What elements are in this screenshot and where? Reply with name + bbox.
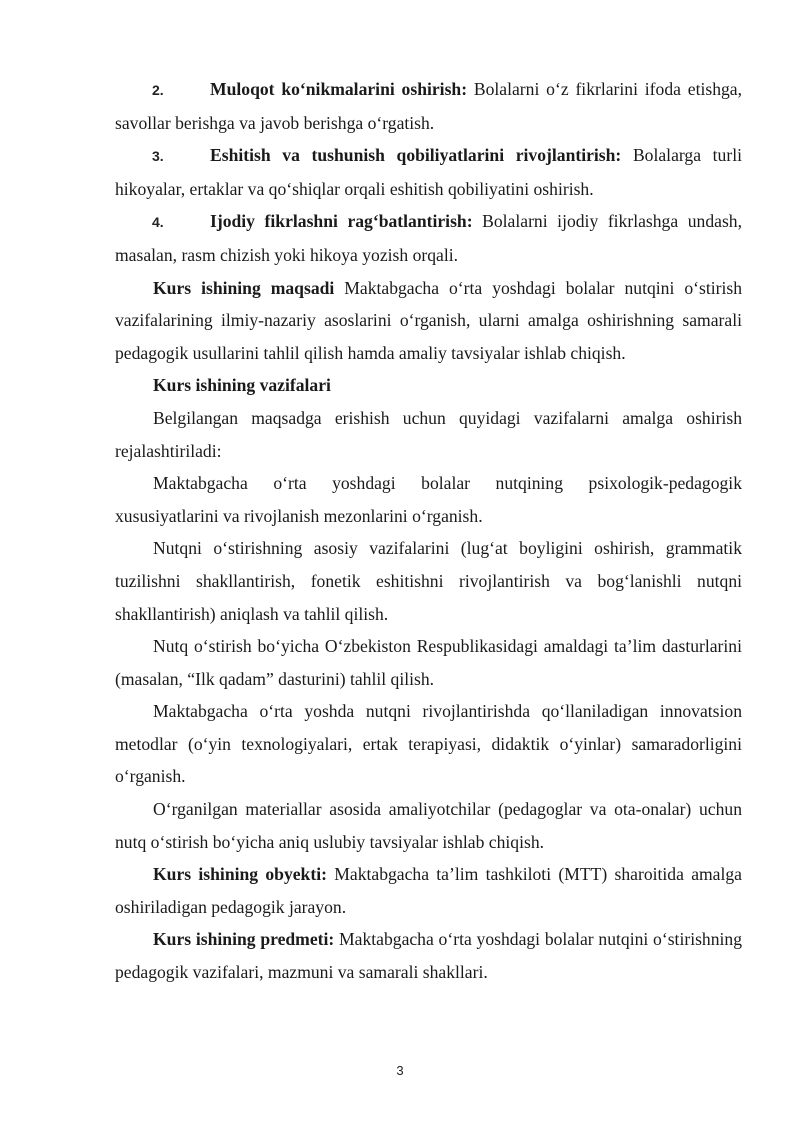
item-title: Muloqot ko‘nikmalarini oshirish: bbox=[210, 79, 468, 99]
goal-text: Maktabgacha o‘rta yoshdagi bolalar nutqini o‘stirish vazifalarining ilmiy-nazariy asoslarini o‘rganish, ularni amalga oshirishning samarali pedagogik usullarini tahlil qilish hamda amaliy tavsiyalar ishlab chiqish. bbox=[115, 277, 743, 363]
object-paragraph bbox=[115, 858, 742, 923]
item-title: Ijodiy fikrlashni rag‘batlantirish: bbox=[210, 211, 473, 232]
numbered-item-2 bbox=[115, 73, 742, 139]
item-text: Bolalarni ijodiy fikrlashga undash, masalan, rasm chizish yoki hikoya yozish orqali. bbox=[115, 211, 742, 265]
subject-title: Kurs ishining predmeti: bbox=[153, 929, 335, 950]
page-content bbox=[115, 73, 742, 989]
tasks-paragraph: Belgilangan maqsadga erishish uchun quyidagi vazifalarni amalga oshirish rejalashtiriladi: bbox=[115, 407, 742, 461]
item-number: 4. bbox=[152, 214, 164, 231]
item-text: Bolalarga turli hikoyalar, ertaklar va qo‘shiqlar orqali eshitish qobiliyatini oshirish. bbox=[115, 145, 742, 199]
item-text: Bolalarni o‘z fikrlarini ifoda etishga, savollar berishga va javob berishga o‘rgatish. bbox=[115, 79, 742, 133]
tasks-paragraph: Nutq o‘stirish bo‘yicha O‘zbekiston Respublikasidagi amaldagi ta’lim dasturlarini (masalan, “Ilk qadam” dasturini) tahlil qilish. bbox=[115, 636, 742, 689]
tasks-paragraph: Maktabgacha o‘rta yoshda nutqni rivojlantirishda qo‘llaniladigan innovatsion metodlar (o‘yin texnologiyalari, ertak terapiyasi, didaktik o‘yinlar) samaradorligini o‘rganish. bbox=[115, 701, 742, 787]
tasks-heading: Kurs ishining vazifalari bbox=[153, 375, 331, 396]
tasks-paragraph: Nutqni o‘stirishning asosiy vazifalarini (lug‘at boyligini oshirish, grammatik tuzilishni shakllantirish, fonetik eshitishni rivojlantirish va bog‘lanishli nutqni shakllantirish) aniqlash va tahlil qilish. bbox=[115, 538, 742, 624]
item-title: Eshitish va tushunish qobiliyatlarini rivojlantirish: bbox=[210, 145, 622, 166]
page-number: 3 bbox=[396, 1063, 404, 1078]
item-number: 3. bbox=[152, 148, 164, 165]
item-number: 2. bbox=[152, 82, 164, 98]
subject-text: Maktabgacha o‘rta yoshdagi bolalar nutqini o‘stirishning pedagogik vazifalari, mazmuni va samarali shakllari. bbox=[115, 929, 742, 983]
object-title: Kurs ishining obyekti: bbox=[153, 864, 327, 885]
numbered-item-3 bbox=[115, 139, 742, 205]
numbered-item-4 bbox=[115, 205, 742, 271]
goal-paragraph bbox=[115, 272, 742, 370]
subject-paragraph bbox=[115, 923, 742, 988]
tasks-paragraph: O‘rganilgan materiallar asosida amaliyotchilar (pedagoglar va ota-onalar) uchun nutq o‘stirish bo‘yicha aniq uslubiy tavsiyalar ishlab chiqish. bbox=[115, 799, 742, 852]
object-text: Maktabgacha ta’lim tashkiloti (MTT) sharoitida amalga oshiriladigan pedagogik jarayon. bbox=[115, 864, 742, 917]
tasks-paragraph: Maktabgacha o‘rta yoshdagi bolalar nutqining psixologik-pedagogik xususiyatlarini va rivojlanish mezonlarini o‘rganish. bbox=[115, 473, 742, 526]
goal-title: Kurs ishining maqsadi bbox=[153, 277, 335, 298]
